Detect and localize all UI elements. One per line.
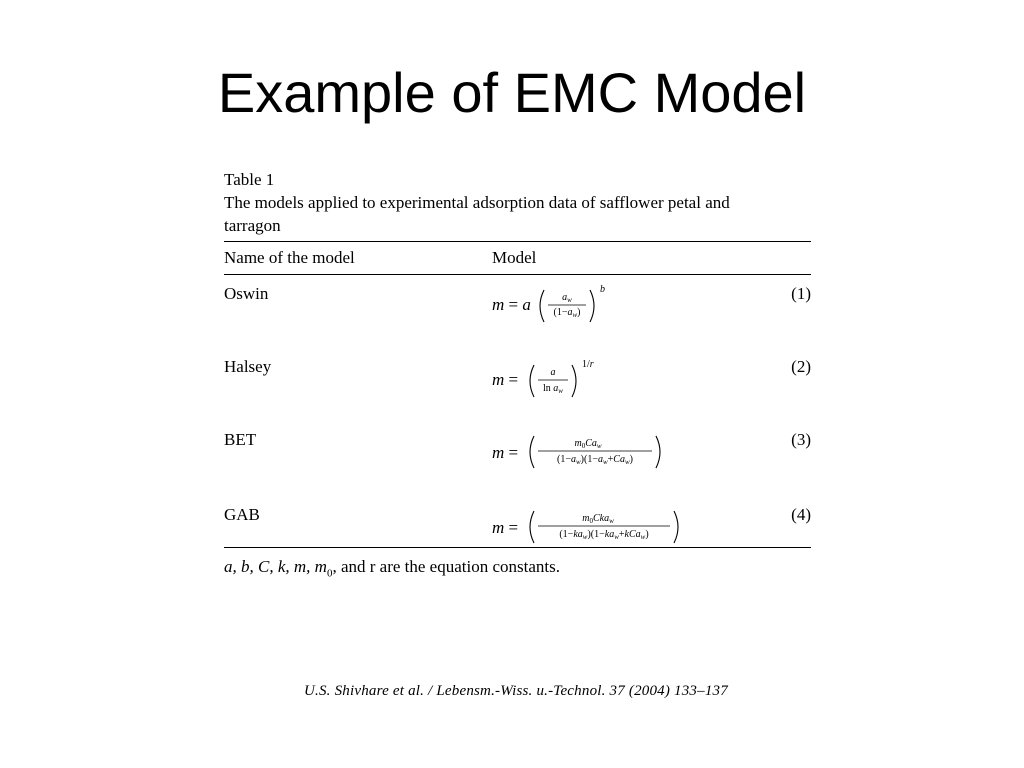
svg-text:m0Caw: $m_0Ca_w$ — [574, 438, 602, 450]
model-name-halsey: Halsey — [224, 357, 272, 376]
table-caption-line2: tarragon — [224, 216, 281, 235]
svg-text:a: a — [550, 367, 556, 378]
svg-text:m =: m = — [492, 370, 519, 389]
table-top-rule — [224, 241, 811, 242]
header-model: Model — [492, 248, 537, 267]
svg-text:1/r: 1/r — [582, 359, 594, 370]
svg-text:m =: m = — [492, 518, 519, 537]
table-row — [224, 357, 811, 427]
model-name-gab: GAB — [224, 505, 260, 524]
footnote-vars: a, b, C, k, m, m — [224, 557, 327, 576]
models-table — [224, 168, 811, 580]
header-model-name: Name of the model — [224, 248, 355, 267]
svg-text:(1−aw): $(1-a_w)$ — [553, 307, 581, 319]
equation-number-4: (4) — [791, 505, 811, 524]
equation-number-2: (2) — [791, 357, 811, 376]
equation-number-1: (1) — [791, 284, 811, 303]
equation-gab — [492, 505, 742, 565]
table-label: Table 1 — [224, 170, 275, 189]
table-header — [224, 248, 811, 272]
svg-text:ln aw: $\ln a_w$ — [543, 383, 563, 395]
svg-text:b: b — [600, 284, 605, 295]
table-header-rule — [224, 274, 811, 275]
table-row — [224, 430, 811, 500]
svg-text:m =: m = — [492, 443, 519, 462]
svg-text:(1−kaw)(1−kaw+kCaw): $(1-ka_w)(1-ka_w+kCa_w)$ — [559, 529, 649, 541]
equation-oswin — [492, 284, 742, 344]
svg-text:(1−aw)(1−aw+Caw): $(1-a_w)(1-a_w+Ca_w)$ — [557, 454, 633, 466]
table-footnote — [224, 557, 560, 579]
table-row — [224, 284, 811, 354]
equation-bet — [492, 430, 742, 490]
model-name-bet: BET — [224, 430, 257, 449]
footnote-tail: , and r are the equation constants. — [332, 557, 560, 576]
footnote-subscript: 0 — [326, 567, 333, 580]
citation: U.S. Shivhare et al. / Lebensm.-Wiss. u.-Technol. 37 (2004) 133–137 — [304, 683, 728, 699]
svg-text:aw: $a_w$ — [562, 292, 572, 304]
svg-text:m = a: m = a — [492, 295, 531, 314]
model-name-oswin: Oswin — [224, 284, 269, 303]
table-caption-line1: The models applied to experimental adsorption data of safflower petal and — [224, 193, 730, 212]
table-bottom-rule — [224, 547, 811, 548]
equation-number-3: (3) — [791, 430, 811, 449]
equation-halsey — [492, 357, 742, 417]
slide-title: Example of EMC Model — [217, 61, 807, 124]
svg-text:m0Ckaw: $m_0Cka_w$ — [582, 513, 614, 525]
